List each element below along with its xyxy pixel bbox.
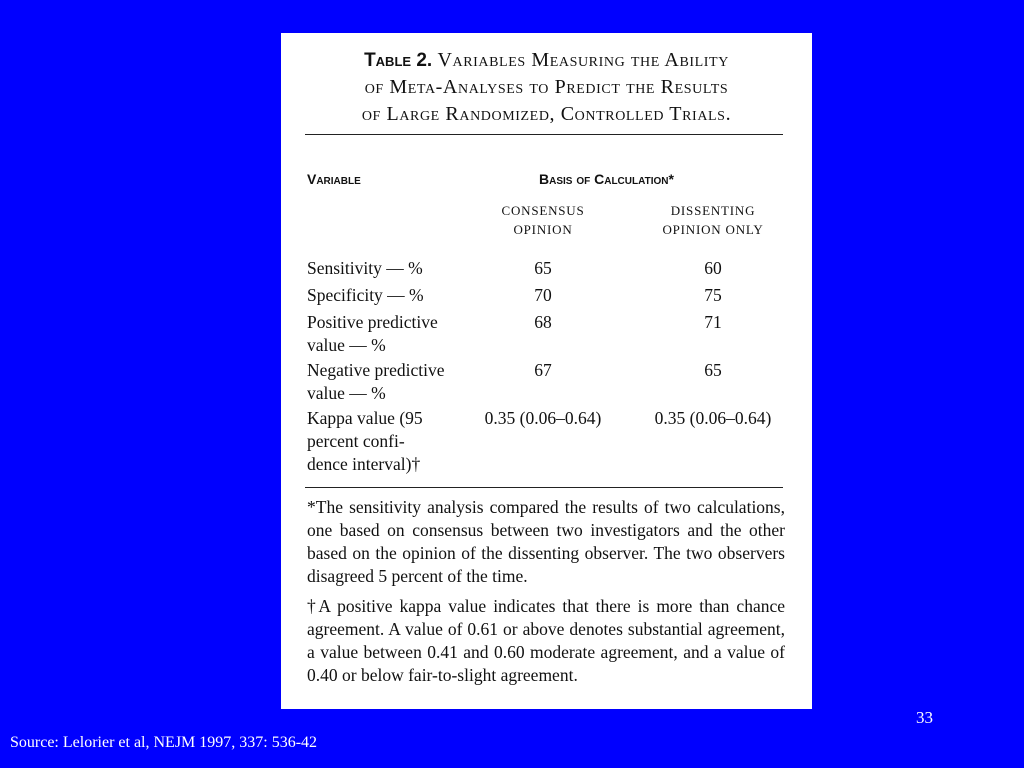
slide-page-number: 33 [916,708,933,727]
row-label: Specificity — % [307,285,424,305]
title-line-2: of Meta-Analyses to Predict the Results [364,76,729,98]
row-label: Positive predictive value — % [307,312,438,355]
consensus-value: 68 [534,312,552,332]
row-label: Negative predictive value — % [307,360,445,403]
source-citation: Source: Lelorier et al, NEJM 1997, 337: 536-42 [10,734,318,751]
title-line-1-text: Variables Measuring the Ability [437,49,729,71]
dissenting-value: 71 [704,312,722,332]
column-header-basis: Basis of Calculation* [539,171,674,187]
subheader-consensus-line2: OPINION [513,222,573,237]
subheader-consensus [473,201,613,239]
dissenting-value: 75 [704,285,722,305]
dissenting-value: 60 [704,258,722,278]
consensus-value: 65 [534,258,552,278]
subheader-consensus-line1: CONSENSUS [501,203,585,218]
consensus-value: 0.35 (0.06–0.64) [484,408,602,428]
dissenting-value: 0.35 (0.06–0.64) [654,408,772,428]
subheader-dissenting-line1: DISSENTING [670,203,756,218]
table-image [281,33,812,709]
table-title [281,47,812,128]
footnote-kappa: †A positive kappa value indicates that there is more than chance agreement. A value of 0.61 or above denotes substantial agreement, a value between 0.41 and 0.60 moderate agreement, and a value of 0.40 or below fair-to-slight agreement. [307,596,785,685]
column-header-variable: Variable [307,171,361,187]
subheader-dissenting [643,201,783,239]
bottom-rule [305,487,783,488]
top-rule [305,134,783,135]
footnote-sensitivity: *The sensitivity analysis compared the results of two calculations, one based on consensus between two investigators and the other based on the opinion of the dissenting observer. The two observers disagreed 5 percent of the time. [307,497,785,586]
title-line-1 [281,47,812,74]
consensus-value: 70 [534,285,552,305]
subheader-dissenting-line2: OPINION ONLY [662,222,764,237]
title-line-3: of Large Randomized, Controlled Trials. [361,103,732,125]
consensus-value: 67 [534,360,552,380]
dissenting-value: 65 [704,360,722,380]
row-label: Kappa value (95 percent confi- dence interval)† [307,408,423,474]
row-label: Sensitivity — % [307,258,423,278]
table-number: Table 2. [364,50,433,71]
